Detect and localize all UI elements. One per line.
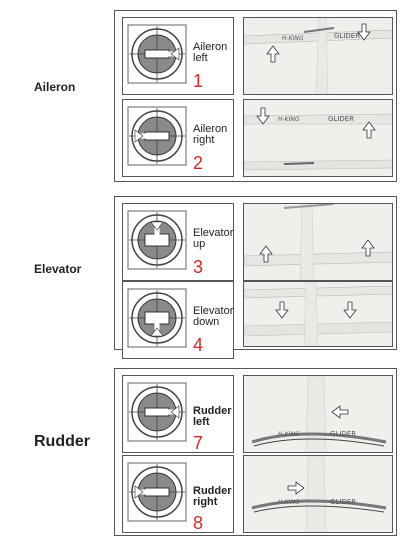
caption-aileron-left: Aileron left [193,41,228,64]
rudder-section [114,368,397,536]
elevator-section [114,196,397,355]
transmitter-stick-icon [127,24,187,84]
rudder-left-photo [243,375,393,453]
brand-text: H-KING [278,431,300,438]
transmitter-stick-icon [127,462,187,522]
step-number-4: 4 [193,335,204,355]
logo-text: GLIDER [330,498,357,506]
transmitter-stick-icon [127,382,187,442]
elevator-down-photo [243,281,393,347]
brand-text: H-KING [278,499,300,506]
rudder-right-panel [122,455,234,533]
elevator-up-panel [122,203,234,281]
step-number-3: 3 [193,257,204,277]
caption-aileron-right: Aileron right [193,123,228,146]
aileron-section [114,10,397,182]
elevator-up-photo [243,203,393,281]
section-title-aileron: Aileron [34,80,76,94]
aileron-left-photo [243,17,393,95]
caption-rudder-right: Rudder right [193,485,232,508]
logo-text: GLIDER [330,430,357,438]
step-number-1: 1 [193,71,204,91]
caption-elevator-up: Elevator up [193,227,234,250]
rudder-right-photo [243,455,393,533]
elevator-down-panel [122,281,234,359]
caption-elevator-down: Elevator down [193,305,234,328]
section-title-elevator: Elevator [34,262,82,276]
caption-rudder-left: Rudder left [193,405,232,428]
section-title-rudder: Rudder [34,433,90,450]
brand-text: H-KING [278,116,300,123]
logo-text: GLIDER [328,115,355,123]
aileron-left-panel [122,17,234,95]
step-number-2: 2 [193,153,204,173]
logo-text: GLIDER [334,32,361,40]
aileron-right-panel [122,99,234,177]
brand-text: H-KING [282,35,304,42]
step-number-7: 7 [193,433,204,453]
transmitter-stick-icon [127,210,187,270]
transmitter-stick-icon [127,106,187,166]
rudder-left-panel [122,375,234,453]
step-number-8: 8 [193,513,204,533]
transmitter-stick-icon [127,288,187,348]
aileron-right-photo [243,99,393,177]
